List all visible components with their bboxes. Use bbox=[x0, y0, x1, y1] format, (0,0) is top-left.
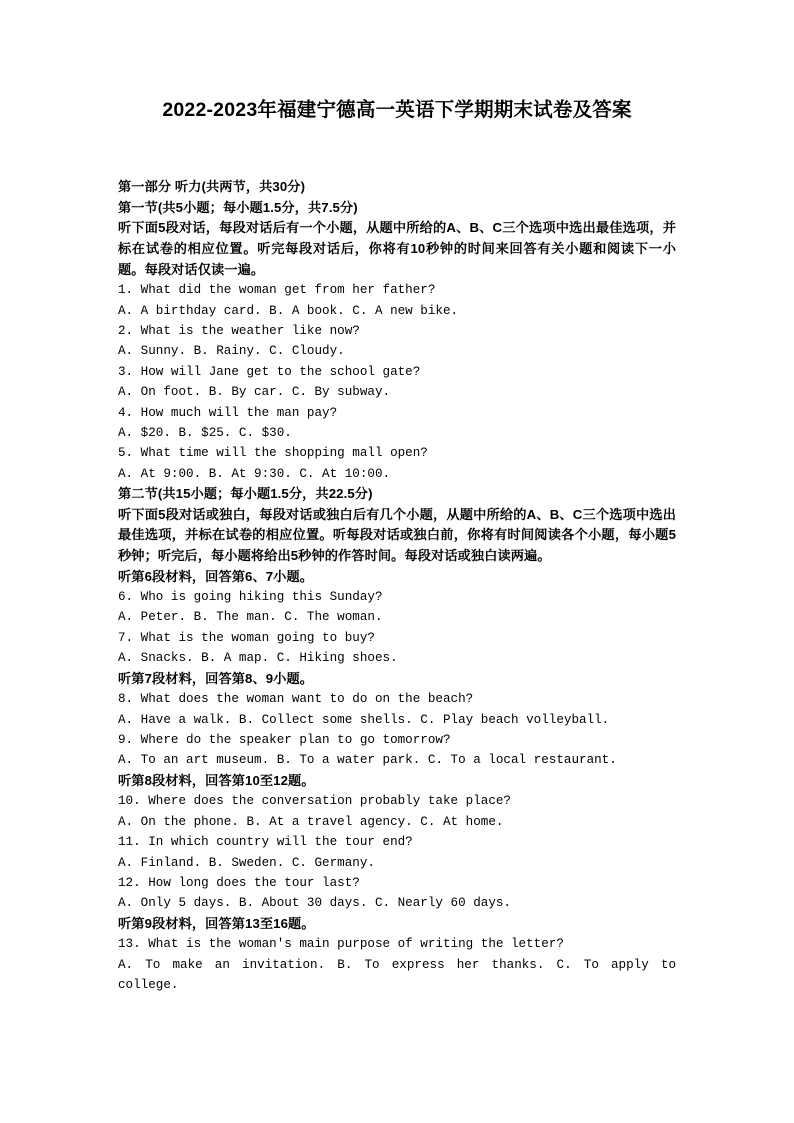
question-options: A. Peter. B. The man. C. The woman. bbox=[118, 610, 383, 625]
title-spacer bbox=[118, 131, 676, 177]
question-text: 2. What is the weather like now? bbox=[118, 324, 360, 338]
part-one-subheading: 第一节(共5小题；每小题1.5分，共7.5分) bbox=[118, 199, 358, 215]
question-options: A. On the phone. B. At a travel agency. C. At home. bbox=[118, 814, 504, 829]
listening-group-label: 听第6段材料，回答第6、7小题。 bbox=[118, 568, 314, 584]
question-text: 6. Who is going hiking this Sunday? bbox=[118, 590, 383, 605]
question-options: A. $20. B. $25. C. $30. bbox=[118, 425, 292, 440]
question-options: A. Finland. B. Sweden. C. Germany. bbox=[118, 855, 375, 870]
part-one-heading: 第一部分 听力(共两节，共30分) bbox=[118, 179, 306, 195]
question-options: A. On foot. B. By car. C. By subway. bbox=[118, 385, 391, 400]
question-text: 10. Where does the conversation probably take place? bbox=[118, 794, 511, 809]
question-options: A. At 9:00. B. At 9:30. C. At 10:00. bbox=[118, 466, 391, 481]
question-text: 5. What time will the shopping mall open? bbox=[118, 446, 428, 461]
question-text: 8. What does the woman want to do on the beach? bbox=[118, 692, 474, 707]
question-options: A. Sunny. B. Rainy. C. Cloudy. bbox=[118, 344, 345, 359]
part-two-instructions: 听下面5段对话或独白，每段对话或独白后有几个小题，从题中所给的A、B、C三个选项中选出最佳选项，并标在试卷的相应位置。听每段对话或独白前，你将有时间阅读各个小题，每小题5秒钟；听完后，每小题将给出5秒钟的作答时间。每段对话或独白读两遍。 bbox=[118, 506, 676, 563]
question-text: 1. What did the woman get from her father? bbox=[118, 283, 436, 298]
question-options: A. Only 5 days. B. About 30 days. C. Nearly 60 days. bbox=[118, 896, 511, 911]
question-text: 12. How long does the tour last? bbox=[118, 875, 360, 890]
listening-group-label: 听第9段材料，回答第13至16题。 bbox=[118, 915, 315, 931]
question-options: A. To make an invitation. B. To express her thanks. C. To apply to bbox=[118, 957, 676, 972]
question-options: A. To an art museum. B. To a water park. C. To a local restaurant. bbox=[118, 753, 617, 768]
section-part-one bbox=[118, 177, 676, 484]
question-text: 4. How much will the man pay? bbox=[118, 405, 338, 420]
listening-group-label: 听第8段材料，回答第10至12题。 bbox=[118, 772, 315, 788]
question-text: 3. How will Jane get to the school gate? bbox=[118, 364, 421, 379]
listening-group-label: 听第7段材料，回答第8、9小题。 bbox=[118, 670, 314, 686]
question-options-continued: college. bbox=[118, 978, 179, 993]
question-text: 9. Where do the speaker plan to go tomorrow? bbox=[118, 733, 451, 748]
part-one-instructions: 听下面5段对话，每段对话后有一个小题，从题中所给的A、B、C三个选项中选出最佳选项，并标在试卷的相应位置。听完每段对话后，你将有10秒钟的时间来回答有关小题和阅读下一小题。每段对话仅读一遍。 bbox=[118, 220, 676, 277]
page-title: 2022-2023年福建宁德高一英语下学期期末试卷及答案 bbox=[162, 99, 632, 121]
question-options: A. Snacks. B. A map. C. Hiking shoes. bbox=[118, 651, 398, 666]
question-text: 7. What is the woman going to buy? bbox=[118, 630, 375, 645]
question-text: 13. What is the woman's main purpose of writing the letter? bbox=[118, 937, 564, 952]
section-part-two bbox=[118, 484, 676, 995]
question-text: 11. In which country will the tour end? bbox=[118, 835, 413, 850]
part-two-heading: 第二节(共15小题；每小题1.5分，共22.5分) bbox=[118, 486, 373, 502]
question-options: A. Have a walk. B. Collect some shells. C. Play beach volleyball. bbox=[118, 712, 610, 727]
question-options: A. A birthday card. B. A book. C. A new bike. bbox=[118, 303, 459, 318]
